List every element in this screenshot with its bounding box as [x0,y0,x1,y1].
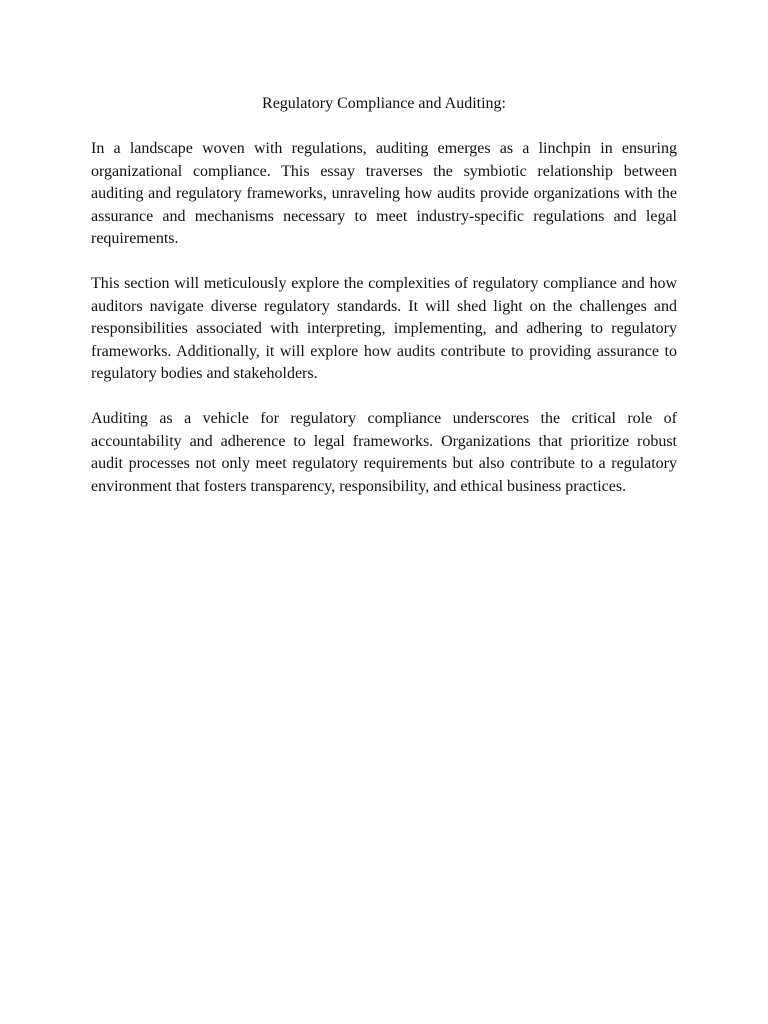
document-body [91,93,677,521]
paragraph-intro: In a landscape woven with regulations, auditing emerges as a linchpin in ensuring organizational compliance. This essay traverses the symbiotic relationship between auditing and regulatory frameworks, unraveling how audits provide organizations with the assurance and mechanisms necessary to meet industry-specific regulations and legal requirements. [91,140,677,247]
document-title: Regulatory Compliance and Auditing: [262,95,506,112]
paragraph-conclusion: Auditing as a vehicle for regulatory compliance underscores the critical role of accountability and adherence to legal frameworks. Organizations that prioritize robust audit processes not only meet regulatory requirements but also contribute to a regulatory environment that fosters transparency, responsibility, and ethical business practices. [91,410,677,495]
paragraph-section-overview: This section will meticulously explore the complexities of regulatory compliance and how auditors navigate diverse regulatory standards. It will shed light on the challenges and responsibilities associated with interpreting, implementing, and adhering to regulatory frameworks. Additionally, it will explore how audits contribute to providing assurance to regulatory bodies and stakeholders. [91,275,677,382]
